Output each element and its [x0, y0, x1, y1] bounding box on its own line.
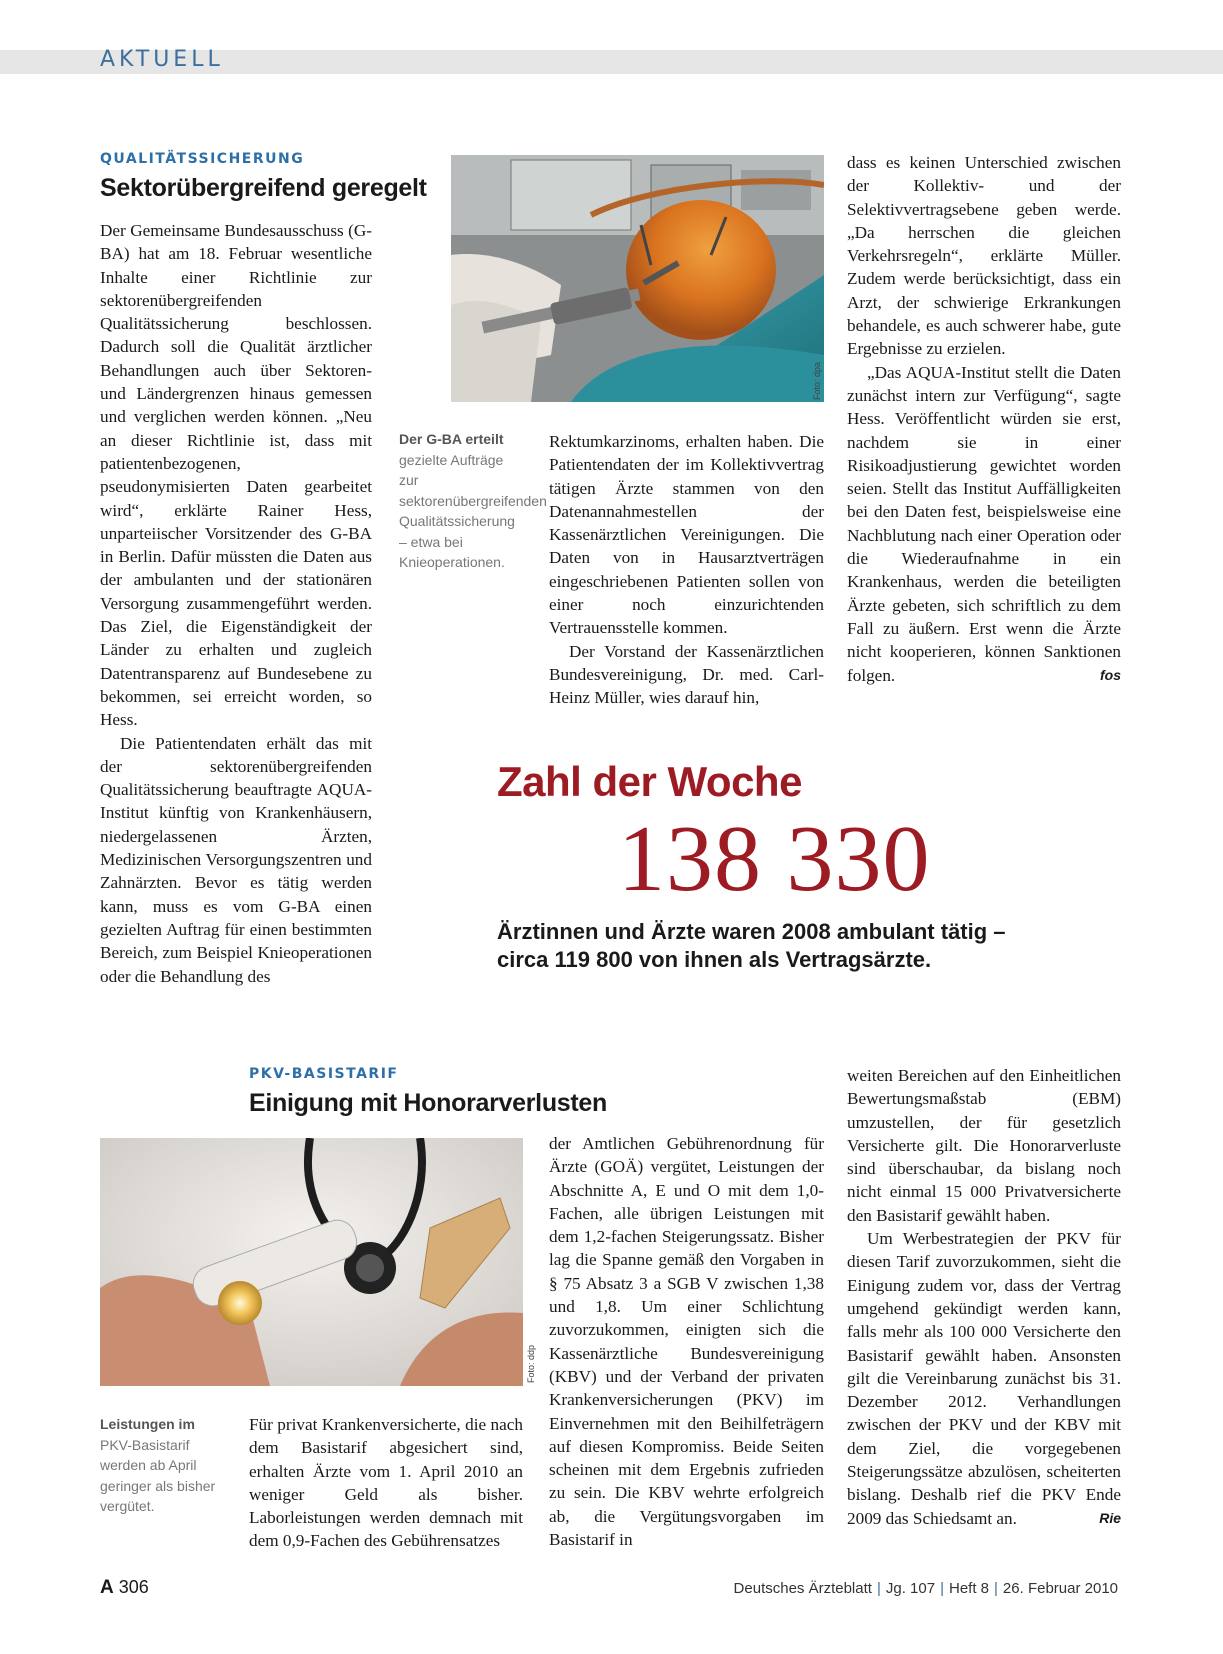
knee-surgery-photo — [451, 155, 824, 402]
journal-name: Deutsches Ärzteblatt — [733, 1580, 872, 1597]
caption-lead: Der G-BA erteilt — [399, 431, 504, 447]
article1-col3-para: dass es keinen Unterschied zwischen der Kollektiv- und der Selektivvertragsebene geben werde. „Da herrschen die gleichen Verkehrsregeln“, erklärte Müller. Zudem werde berücksichtigt, dass ein Arzt, der schwierige Erkrankungen behandele, es auch schwerer habe, gute Ergebnisse zu erzielen. — [847, 153, 1121, 359]
article2-column-3 — [847, 1064, 1121, 1530]
article1-col2-para: Rektumkarzinoms, erhalten haben. Die Patientendaten der im Kollektivvertrag tätigen Ärzte stammen von den Datenannahmestellen der Kassenärztlichen Vereinigungen. Die Daten von in Hausarztverträgen eingeschriebenen Patienten sollen von einer noch einzurichtenden Vertrauensstelle kommen. — [549, 432, 824, 638]
article2-photo-credit: Foto: ddp — [526, 1344, 536, 1383]
article1-kicker: QUALITÄTSSICHERUNG — [100, 151, 305, 167]
article2-photo-caption — [100, 1414, 222, 1517]
caption-lead: Leistungen im — [100, 1416, 195, 1432]
article2-author: Rie — [1099, 1509, 1121, 1526]
caption-text: gezielte Aufträge zur sektorenübergreifenden Qualitätssicherung – etwa bei Knieoperationen. — [399, 451, 547, 570]
article1-photo-credit: Foto: dpa — [812, 361, 822, 400]
journal-info: Deutsches Ärzteblatt | Jg. 107 | Heft 8 | 26. Februar 2010 — [733, 1580, 1118, 1597]
page-number: A 306 — [100, 1577, 149, 1598]
zahl-der-woche-text: Ärztinnen und Ärzte waren 2008 ambulant tätig – circa 119 800 von ihnen als Vertragsärzte. — [497, 919, 1006, 972]
section-label: AKTUELL — [100, 47, 224, 72]
article1-photo-caption — [399, 429, 547, 573]
article2-title: Einigung mit Honorarverlusten — [249, 1089, 607, 1117]
article2-column-1 — [249, 1413, 523, 1553]
article1-column-1 — [100, 219, 372, 988]
article1-col1-para: Der Gemeinsame Bundesausschuss (G-BA) hat am 18. Februar wesentliche Inhalte einer Richtlinie zur sektorenübergreifenden Qualitätssicherung beschlossen. Dadurch soll die Qualität ärztlicher Behandlungen auch über Sektoren- und Ländergrenzen hinaus gemessen und verglichen werden können. „Neu an dieser Richtlinie ist, dass mit patientenbezogenen, pseudonymisierten Daten gearbeitet wird“, erklärte Rainer Hess, unparteiischer Vorsitzender des G-BA in Berlin. Dafür müssten die Daten aus der ambulanten und der stationären Versorgung zusammengeführt werden. Das Ziel, die Eigenständigkeit der Länder zu erhalten und zugleich Datentransparenz auf Bundesebene zu bekommen, sei erreicht worden, so Hess. — [100, 221, 372, 730]
article2-col3-para: weiten Bereichen auf den Einheitlichen Bewertungsmaßstab (EBM) umzustellen, der für gesetzlich Versicherte gilt. Die Honorarverluste sind überschaubar, da bislang noch nicht einmal 15 000 Privatversicherte den Basistarif gewählt haben. — [847, 1066, 1121, 1225]
article2-col1-para: Für privat Krankenversicherte, die nach dem Basistarif abgesichert sind, erhalten Ärzte vom 1. April 2010 an weniger Geld als bisher. Laborleistungen werden demnach mit dem 0,9-Fachen des Gebührensatzes — [249, 1415, 523, 1551]
journal-issue: Heft 8 — [948, 1580, 990, 1597]
article1-author: fos — [1100, 666, 1121, 683]
article1-column-2 — [549, 430, 824, 710]
article2-col3-para: Um Werbestrategien der PKV für diesen Tarif zuvorzukommen, sieht die Einigung zudem vor, dass der Vertrag umgehend gekündigt werden kann, falls mehr als 100 000 Versicherte den Basistarif gewählt haben. Ansonsten gilt die Vereinbarung zunächst bis 31. Dezember 2012. Verhandlungen zwischen der PKV und der KBV mit dem Ziel, die vorgegebenen Steigerungssätze abzulösen, scheiterten bislang. Deshalb rief die PKV Ende 2009 das Schiedsamt an. Rie — [847, 1227, 1121, 1530]
article2-kicker: PKV-BASISTARIF — [249, 1066, 399, 1082]
zahl-der-woche-number: 138 330 — [618, 807, 931, 911]
journal-volume: Jg. 107 — [885, 1580, 936, 1597]
journal-date: 26. Februar 2010 — [1002, 1580, 1118, 1597]
zahl-der-woche-title: Zahl der Woche — [497, 758, 802, 805]
article2-col2-para: der Amtlichen Gebührenordnung für Ärzte (GOÄ) vergütet, Leistungen der Abschnitte A, E und O mit dem 1,0-Fachen, alle übrigen Leistungen mit dem 1,2-fachen Steigerungssatz. Bisher lag die Spanne gemäß den Vorgaben in § 75 Absatz 3 a SGB V zwischen 1,38 und 1,8. Um einer Schlichtung zuvorzukommen, einigten sich die Kassenärztliche Bundesvereinigung (KBV) und der Verband der privaten Krankenversicherungen (PKV) im Einvernehmen mit den Beihilfeträgern auf diesen Kompromiss. Beide Seiten scheinen mit dem Ergebnis zufrieden zu sein. Die KBV wehrte erfolgreich ab, die Vergütungsvorgaben im Basistarif in — [549, 1134, 824, 1550]
article1-col3-para: „Das AQUA-Institut stellt die Daten zunächst intern zur Verfügung“, sagte Hess. Veröffentlicht würden sie erst, nachdem sie in einer Risikoadjustierung gewichtet worden seien. Stellt das Institut Auffälligkeiten bei den Daten fest, beispielsweise eine Nachblutung nach einer Operation oder die Wiederaufnahme in ein Krankenhaus, werden die beteiligten Ärzte gebeten, sich schriftlich zu dem Fall zu äußern. Erst wenn die Ärzte nicht kooperieren, können Sanktionen folgen. fos — [847, 361, 1121, 687]
caption-text: PKV-Basistarif werden ab April geringer als bisher vergütet. — [100, 1436, 216, 1514]
article2-column-2 — [549, 1132, 824, 1551]
article1-title: Sektorübergreifend geregelt — [100, 174, 427, 202]
doctor-flashlight-photo — [100, 1138, 523, 1386]
article1-col1-para: Die Patientendaten erhält das mit der sektorenübergreifenden Qualitätssicherung beauftragte AQUA-Institut künftig von Krankenhäusern, niedergelassenen Ärzten, Medizinischen Versorgungszentren und Zahnärzten. Bevor es tätig werden kann, muss es vom G-BA einen gezielten Auftrag für einen bestimmten Bereich, zum Beispiel Knieoperationen oder die Behandlung des — [100, 733, 372, 986]
article1-column-3 — [847, 151, 1121, 687]
article1-col2-para: Der Vorstand der Kassenärztlichen Bundesvereinigung, Dr. med. Carl-Heinz Müller, wies darauf hin, — [549, 641, 824, 708]
